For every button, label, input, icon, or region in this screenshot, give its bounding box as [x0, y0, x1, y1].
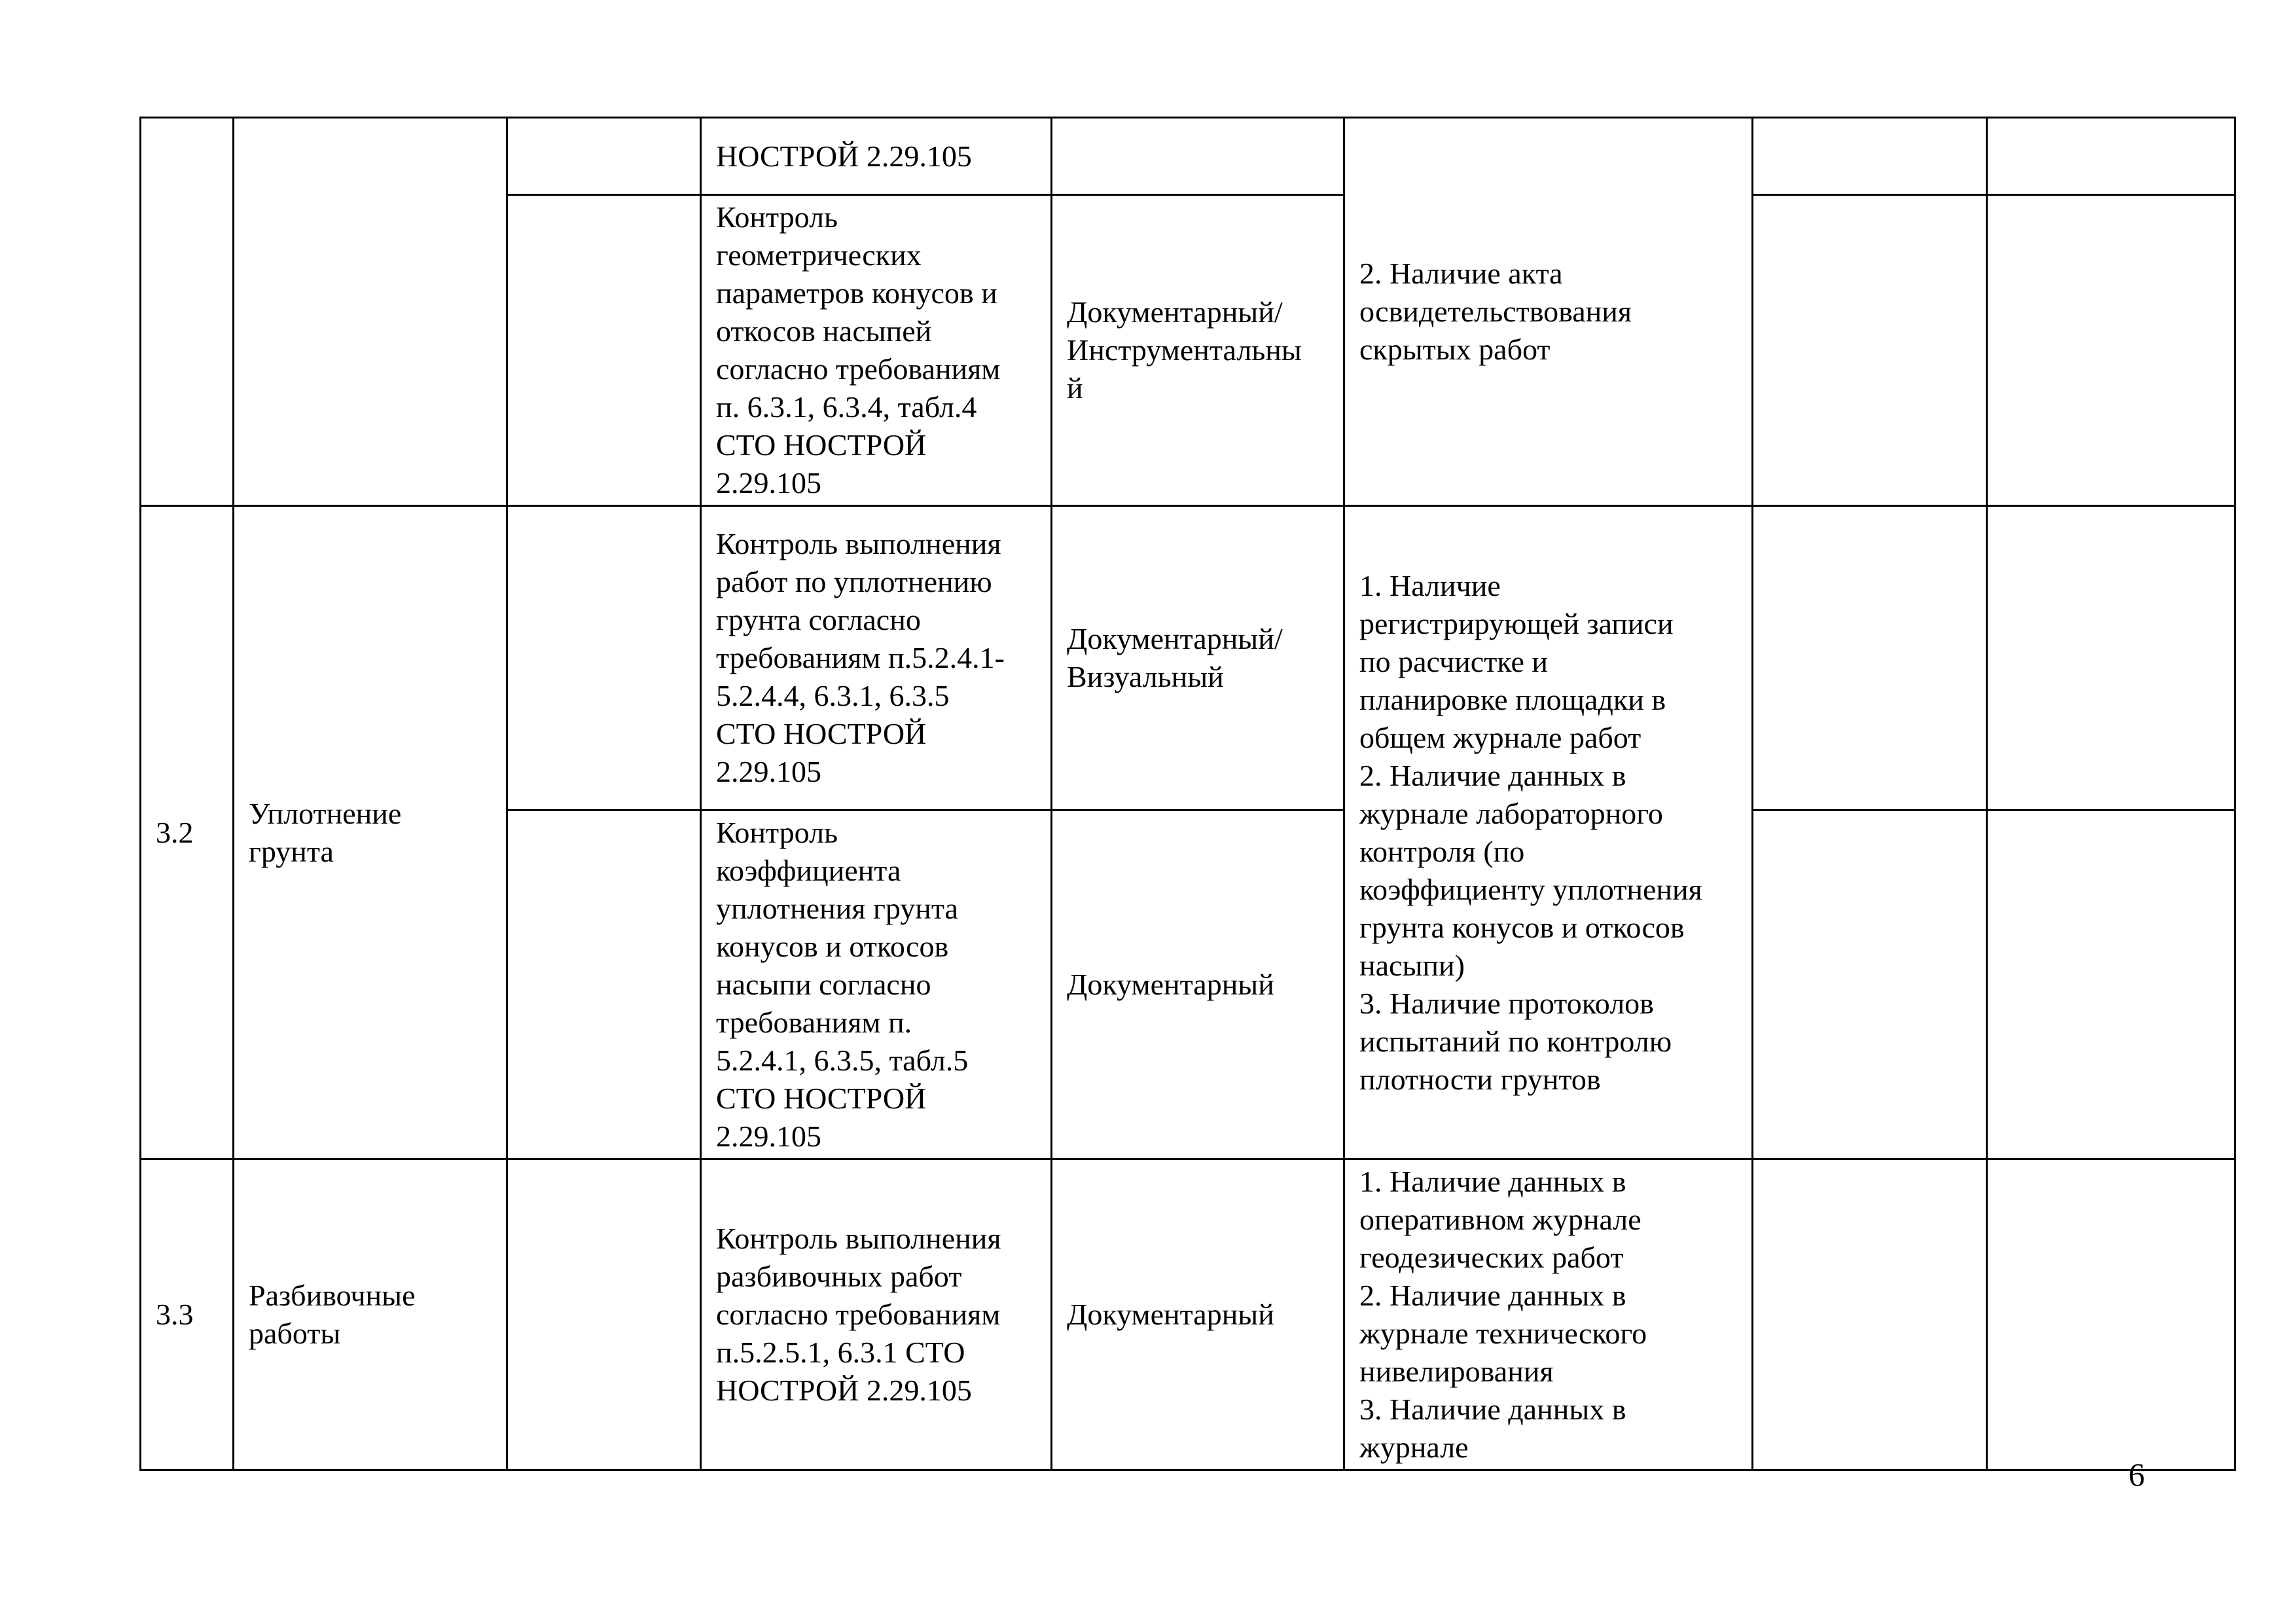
empty-cell [1753, 195, 1987, 506]
requirement-cell: Контроль выполнения работ по уплотнению грунта согласно требованиям п.5.2.4.1- 5.2.4.4, 6.3.1, 6.3.5 СТО НОСТРОЙ 2.29.105 [701, 506, 1052, 811]
empty-cell [507, 118, 701, 195]
empty-cell [1753, 811, 1987, 1159]
result-cell: 1. Наличие данных в оперативном журнале геодезических работ 2. Наличие данных в журнале технического нивелирования 3. Наличие данных в журнале [1344, 1159, 1753, 1470]
number-cell [141, 118, 234, 506]
method-cell: Документарный/ Инструментальны й [1052, 195, 1344, 506]
table-row [141, 506, 2235, 811]
name-cell [234, 118, 507, 506]
requirement-cell: Контроль выполнения разбивочных работ согласно требованиям п.5.2.5.1, 6.3.1 СТО НОСТРОЙ 2.29.105 [701, 1159, 1052, 1470]
empty-cell [1753, 1159, 1987, 1470]
empty-cell [507, 506, 701, 811]
method-cell: Документарный [1052, 811, 1344, 1159]
empty-cell [1753, 506, 1987, 811]
empty-cell [1987, 506, 2235, 811]
requirement-cell: Контроль геометрических параметров конусов и откосов насыпей согласно требованиям п. 6.3.1, 6.3.4, табл.4 СТО НОСТРОЙ 2.29.105 [701, 195, 1052, 506]
empty-cell [507, 195, 701, 506]
requirement-cell: Контроль коэффициента уплотнения грунта конусов и откосов насыпи согласно требованиям п. 5.2.4.1, 6.3.5, табл.5 СТО НОСТРОЙ 2.29.105 [701, 811, 1052, 1159]
empty-cell [1987, 118, 2235, 195]
method-cell: Документарный [1052, 1159, 1344, 1470]
empty-cell [1987, 1159, 2235, 1470]
name-cell: Разбивочные работы [234, 1159, 507, 1470]
result-cell: 1. Наличие регистрирующей записи по расчистке и планировке площадки в общем журнале работ 2. Наличие данных в журнале лабораторного контроля (по коэффициенту уплотнения грунта конусов и откосов насыпи) 3. Наличие протоколов испытаний по контролю плотности грунтов [1344, 506, 1753, 1159]
table-row [141, 118, 2235, 195]
name-cell: Уплотнение грунта [234, 506, 507, 1159]
method-cell [1052, 118, 1344, 195]
page-number: 6 [2128, 1456, 2145, 1493]
empty-cell [1987, 195, 2235, 506]
empty-cell [1987, 811, 2235, 1159]
method-cell: Документарный/ Визуальный [1052, 506, 1344, 811]
requirement-cell: НОСТРОЙ 2.29.105 [701, 118, 1052, 195]
empty-cell [1753, 118, 1987, 195]
table-row [141, 1159, 2235, 1470]
number-cell: 3.3 [141, 1159, 234, 1470]
empty-cell [507, 811, 701, 1159]
empty-cell [507, 1159, 701, 1470]
control-table [139, 117, 2236, 1471]
number-cell: 3.2 [141, 506, 234, 1159]
result-cell: 2. Наличие акта освидетельствования скрытых работ [1344, 118, 1753, 506]
